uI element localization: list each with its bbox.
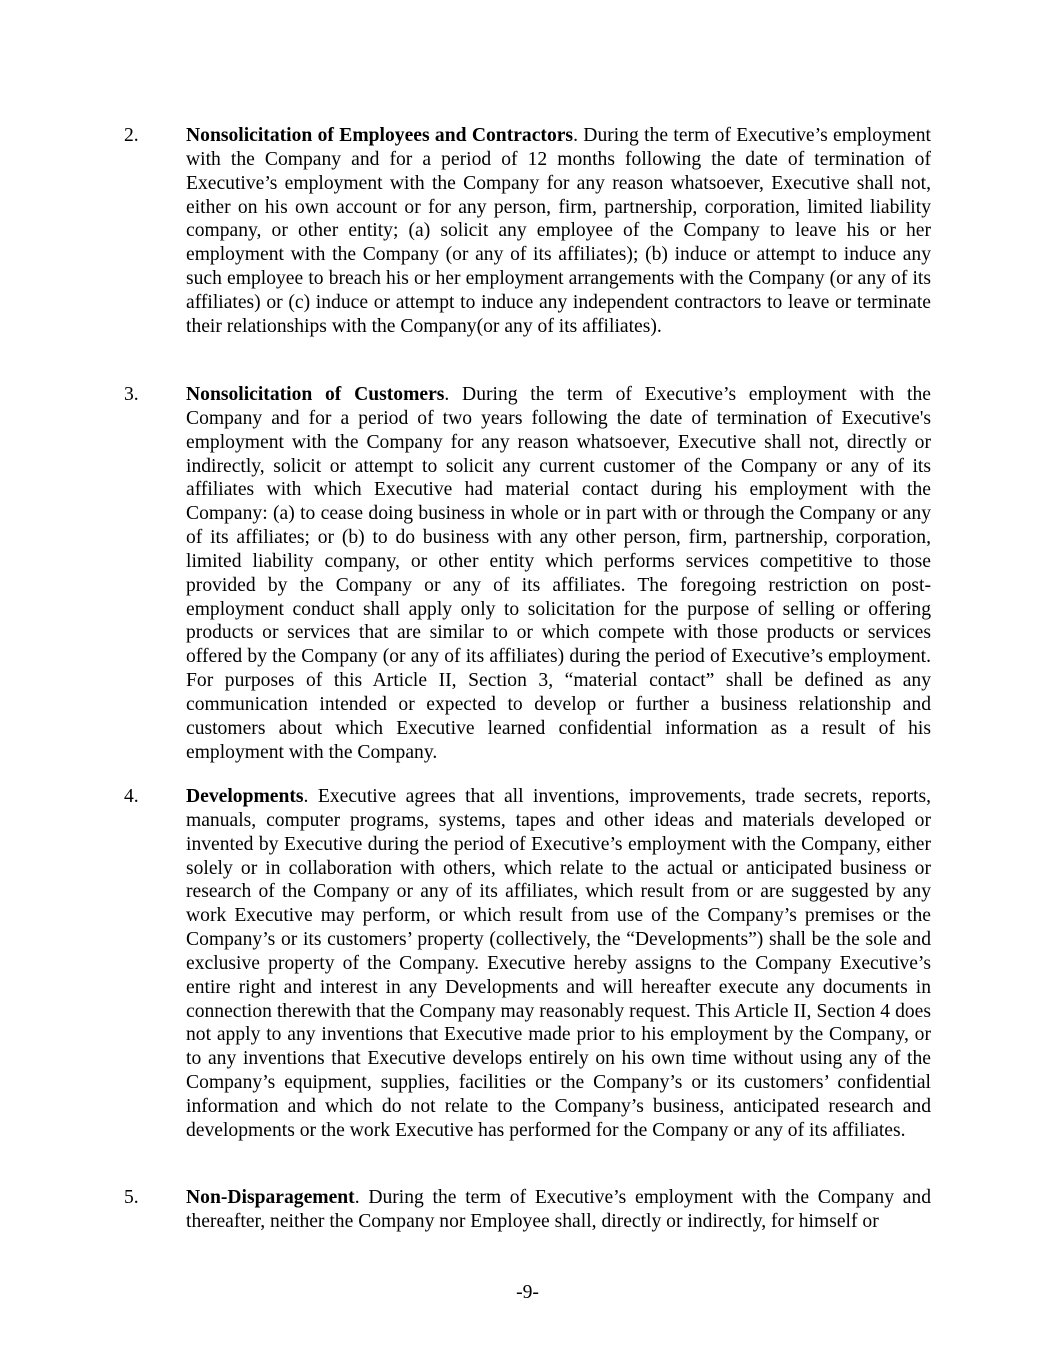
section-heading: Developments <box>186 786 304 807</box>
section-number: 5. <box>124 1187 139 1208</box>
section-body: . During the term of Executive’s employment with the Company and for a period of 12 months following the date of termination of Executive’s employment with the Company for any reason whatsoever, Executive shall not, either on his own account or for any person, firm, partnership, corporation, limited liability company, or other entity; (a) solicit any employee of the Company to leave his or her employment with the Company (or any of its affiliates); (b) induce or attempt to induce any such employee to breach his or her employment arrangements with the Company (or any of its affiliates) or (c) induce or attempt to induce any independent contractors to leave or terminate their relationships with the Company(or any of its affiliates). <box>186 125 931 337</box>
section-heading: Nonsolicitation of Customers <box>186 384 445 405</box>
section-number: 4. <box>124 786 139 807</box>
section-heading: Nonsolicitation of Employees and Contractors <box>186 125 574 146</box>
section-heading: Non-Disparagement <box>186 1187 355 1208</box>
page-number: -9- <box>516 1282 539 1303</box>
section-paragraph <box>186 785 931 1143</box>
section-number: 3. <box>124 384 139 405</box>
section-body: . During the term of Executive’s employment with the Company and for a period of two years following the date of termination of Executive's employment with the Company for any reason whatsoever, Executive shall not, directly or indirectly, solicit or attempt to solicit any current customer of the Company or any of its affiliates with which Executive had material contact during his employment with the Company: (a) to cease doing business in whole or in part with or through the Company or any of its affiliates; or (b) to do business with any other person, firm, partnership, corporation, limited liability company, or other entity which performs services competitive to those provided by the Company or any of its affiliates. The foregoing restriction on post-employment conduct shall apply only to solicitation for the purpose of selling or offering products or services that are similar to or which compete with those products or services offered by the Company (or any of its affiliates) during the period of Executive’s employment. For purposes of this Article II, Section 3, “material contact” shall be defined as any communication intended or expected to develop or further a business relationship and customers about which Executive learned confidential information as a result of his employment with the Company. <box>186 384 931 763</box>
section-body: . During the term of Executive’s employment with the Company and thereafter, neither the Company nor Employee shall, directly or indirectly, for himself or <box>186 1187 931 1232</box>
section-paragraph <box>186 1186 931 1234</box>
section-number: 2. <box>124 125 139 146</box>
section-paragraph <box>186 383 931 765</box>
section-body: . Executive agrees that all inventions, improvements, trade secrets, reports, manuals, computer programs, systems, tapes and other ideas and materials developed or invented by Executive during the period of Executive’s employment with the Company, either solely or in collaboration with others, which relate to the actual or anticipated business or research of the Company or any of its affiliates, which result from or are suggested by any work Executive may perform, or which result from use of the Company’s premises or the Company’s or its customers’ property (collectively, the “Developments”) shall be the sole and exclusive property of the Company. Executive hereby assigns to the Company Executive’s entire right and interest in any Developments and will hereafter execute any documents in connection therewith that the Company may reasonably request. This Article II, Section 4 does not apply to any inventions that Executive made prior to his employment by the Company, or to any inventions that Executive develops entirely on his own time without using any of the Company’s equipment, supplies, facilities or the Company’s or its customers’ confidential information and which do not relate to the Company’s business, anticipated research and developments or the work Executive has performed for the Company or any of its affiliates. <box>186 786 931 1141</box>
section-paragraph <box>186 124 931 339</box>
